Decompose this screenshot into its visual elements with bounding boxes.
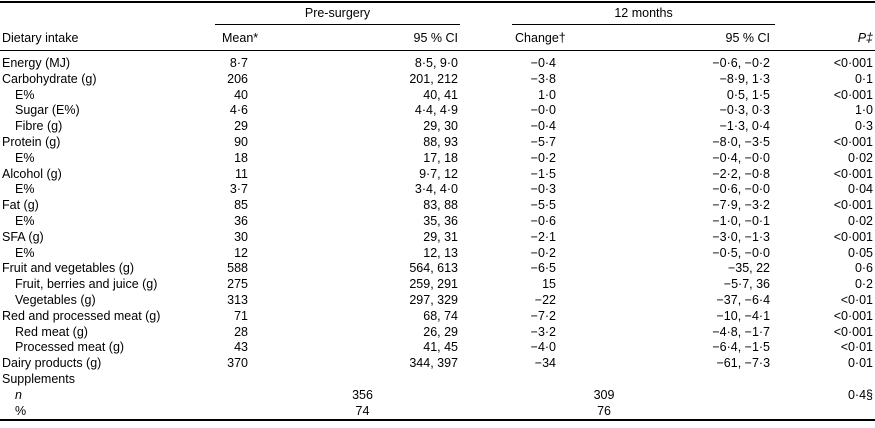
row-label: Energy (MJ) (2, 56, 71, 70)
cell-change: −22 (534, 292, 557, 307)
cell-ci-pre: 9·7, 12 (419, 166, 459, 181)
cell-change: 15 (542, 277, 557, 292)
row-label: Processed meat (g) (15, 340, 125, 355)
row-label: Protein (g) (2, 134, 61, 149)
spanner-pre-surgery-label: Pre-surgery (215, 3, 460, 25)
cell-12-months-value: 76 (597, 403, 611, 418)
cell-ci-pre: 564, 613 (409, 261, 459, 276)
cell-change: −0·4 (530, 119, 557, 134)
row-label: Vegetables (g) (15, 292, 96, 307)
table-row (0, 340, 875, 356)
cell-ci-12m: −10, −4·1 (716, 308, 771, 323)
cell-p-value: 0·1 (854, 71, 874, 86)
cell-ci-pre: 29, 31 (423, 229, 459, 244)
row-label: Red and processed meat (g) (2, 308, 161, 323)
cell-ci-12m: −1·0, −0·1 (712, 213, 771, 228)
cell-ci-12m: −3·0, −1·3 (712, 229, 771, 244)
column-header-mean: Mean* (215, 25, 260, 51)
table-row (0, 72, 875, 88)
cell-ci-pre: 17, 18 (423, 150, 459, 165)
table-row (0, 372, 875, 388)
cell-ci-12m (560, 372, 775, 388)
cell-ci-12m: −35, 22 (727, 261, 771, 276)
cell-mean: 85 (234, 198, 248, 213)
cell-ci-pre: 40, 41 (423, 87, 459, 102)
row-label: Dairy products (g) (2, 356, 102, 371)
cell-p-value: 0·2 (854, 277, 874, 292)
cell-ci-pre: 201, 212 (409, 71, 459, 86)
cell-p-value: <0·001 (833, 87, 874, 102)
table-row (0, 404, 875, 421)
row-label: E% (15, 182, 35, 197)
cell-p-value: 0·04 (847, 182, 874, 197)
cell-pre-surgery-value: 356 (352, 387, 373, 402)
table-row (0, 51, 875, 72)
row-label: n (15, 387, 22, 402)
cell-change: 1·0 (537, 87, 557, 102)
cell-12-months-value: 309 (593, 387, 615, 402)
table-row (0, 293, 875, 309)
spanner-12-months-label: 12 months (512, 3, 775, 25)
table-row (0, 119, 875, 135)
cell-ci-12m: −2·2, −0·8 (712, 166, 771, 181)
cell-ci-pre (260, 372, 460, 388)
cell-ci-pre: 4·4, 4·9 (414, 103, 459, 118)
cell-ci-pre: 8·5, 9·0 (414, 56, 459, 70)
cell-p-value: <0·01 (840, 292, 874, 307)
cell-p-value: <0·001 (833, 324, 874, 339)
cell-mean: 206 (227, 71, 248, 86)
cell-change: −2·1 (530, 229, 557, 244)
cell-change: −0·0 (530, 103, 557, 118)
table-body (0, 51, 875, 421)
row-label: Supplements (2, 371, 75, 386)
cell-p-value: 0·05 (847, 245, 874, 260)
cell-mean: 71 (234, 308, 248, 323)
cell-change: −4·0 (530, 340, 557, 355)
cell-p-value: 0·01 (847, 356, 874, 371)
table-row (0, 246, 875, 262)
cell-p-value: 0·02 (847, 213, 874, 228)
cell-p-value: <0·001 (833, 56, 874, 70)
cell-change: −0·3 (530, 182, 557, 197)
cell-ci-12m: 0·5, 1·5 (726, 87, 771, 102)
cell-change: −34 (534, 356, 557, 371)
row-label: Alcohol (g) (2, 166, 62, 181)
cell-mean: 28 (234, 324, 248, 339)
cell-ci-12m: −1·3, 0·4 (719, 119, 771, 134)
table-row (0, 88, 875, 104)
column-header-dietary-intake: Dietary intake (0, 25, 215, 51)
spanner-row (0, 2, 875, 25)
cell-ci-pre: 344, 397 (409, 356, 459, 371)
row-label: Sugar (E%) (15, 103, 80, 118)
cell-mean: 8·7 (229, 56, 248, 70)
cell-ci-pre: 35, 36 (423, 213, 459, 228)
cell-p-value: <0·001 (833, 229, 874, 244)
cell-mean: 4·6 (229, 103, 248, 118)
cell-mean: 370 (227, 356, 248, 371)
cell-ci-12m: −8·0, −3·5 (712, 134, 771, 149)
cell-p-value: <0·01 (840, 340, 874, 355)
spanner-spacer (775, 2, 875, 25)
table-row (0, 167, 875, 183)
cell-p-value: <0·001 (833, 198, 874, 213)
cell-p-value: 0·4§ (847, 387, 874, 402)
row-label: SFA (g) (2, 229, 44, 244)
cell-mean: 313 (227, 292, 248, 307)
cell-p-value (775, 404, 875, 421)
cell-p-value: <0·001 (833, 134, 874, 149)
spanner-spacer (0, 2, 215, 25)
row-label: E% (15, 150, 35, 165)
cell-mean: 275 (227, 277, 248, 292)
cell-ci-pre: 68, 74 (423, 308, 459, 323)
cell-ci-pre: 259, 291 (409, 277, 459, 292)
table-row (0, 325, 875, 341)
cell-ci-pre: 29, 30 (423, 119, 459, 134)
cell-change: −6·5 (530, 261, 557, 276)
column-header-p: P‡ (775, 25, 875, 51)
table-row (0, 309, 875, 325)
cell-change: −1·5 (530, 166, 557, 181)
table-row (0, 182, 875, 198)
cell-p-value: <0·001 (833, 166, 874, 181)
dietary-intake-table (0, 1, 875, 421)
row-label: Fibre (g) (15, 119, 63, 134)
cell-p-value (775, 372, 875, 388)
cell-mean: 588 (227, 261, 248, 276)
row-label: % (15, 403, 27, 418)
row-label: Carbohydrate (g) (2, 71, 97, 86)
table-row (0, 198, 875, 214)
column-header-ci-12m: 95 % CI (560, 25, 775, 51)
cell-mean: 36 (234, 213, 248, 228)
cell-mean: 90 (234, 134, 248, 149)
table-row (0, 151, 875, 167)
cell-p-value: 0·3 (854, 119, 874, 134)
cell-ci-12m: −37, −6·4 (716, 292, 771, 307)
cell-change: −3·2 (530, 324, 557, 339)
cell-ci-pre: 26, 29 (423, 324, 459, 339)
row-label: Red meat (g) (15, 324, 88, 339)
table-row (0, 261, 875, 277)
table-row (0, 214, 875, 230)
cell-ci-12m: −0·3, 0·3 (719, 103, 771, 118)
cell-change: −3·8 (530, 71, 557, 86)
cell-ci-pre: 88, 93 (423, 134, 459, 149)
cell-ci-12m: −61, −7·3 (716, 356, 771, 371)
cell-ci-12m: −0·5, −0·0 (712, 245, 771, 260)
cell-ci-pre: 12, 13 (423, 245, 459, 260)
table-row (0, 103, 875, 119)
cell-ci-12m: −4·8, −1·7 (712, 324, 771, 339)
cell-mean: 40 (234, 87, 248, 102)
cell-p-value: 0·6 (854, 261, 874, 276)
cell-ci-12m: −8·9, 1·3 (719, 71, 771, 86)
cell-pre-surgery-value: 74 (355, 403, 370, 418)
cell-ci-pre: 297, 329 (409, 292, 459, 307)
spanner-cell-pre-surgery (215, 2, 460, 25)
cell-change: −0·2 (530, 150, 557, 165)
row-label: Fat (g) (2, 198, 39, 213)
cell-mean: 30 (234, 229, 248, 244)
cell-ci-12m: −0·6, −0·0 (712, 182, 771, 197)
column-header-ci-pre: 95 % CI (260, 25, 460, 51)
cell-ci-12m: −7·9, −3·2 (712, 198, 771, 213)
row-label: E% (15, 213, 35, 228)
cell-ci-12m: −6·4, −1·5 (712, 340, 771, 355)
cell-change: −5·7 (530, 134, 557, 149)
cell-mean: 43 (234, 340, 248, 355)
row-label: E% (15, 245, 35, 260)
column-header-change: Change† (460, 25, 560, 51)
cell-mean: 11 (235, 166, 248, 181)
cell-mean: 29 (234, 119, 248, 134)
cell-ci-pre: 41, 45 (423, 340, 459, 355)
cell-mean: 12 (234, 245, 248, 260)
cell-change: −0·6 (530, 213, 557, 228)
cell-mean (215, 372, 260, 388)
table-row (0, 135, 875, 151)
cell-mean: 18 (234, 150, 248, 165)
cell-change: −0·4 (530, 56, 557, 70)
cell-change: −7·2 (530, 308, 557, 323)
row-label: E% (15, 87, 35, 102)
cell-change: −0·2 (530, 245, 557, 260)
cell-ci-12m: −0·4, −0·0 (712, 150, 771, 165)
cell-change: −5·5 (530, 198, 557, 213)
cell-change (460, 372, 560, 388)
row-label: Fruit, berries and juice (g) (15, 277, 158, 292)
table-row (0, 388, 875, 404)
header-row (0, 25, 875, 51)
cell-p-value: 0·02 (847, 150, 874, 165)
cell-ci-12m: −5·7, 36 (723, 277, 771, 292)
cell-ci-pre: 3·4, 4·0 (414, 182, 459, 197)
cell-ci-12m: −0·6, −0·2 (712, 56, 771, 70)
table-row (0, 230, 875, 246)
table-row (0, 277, 875, 293)
spanner-cell-12-months (460, 2, 775, 25)
cell-mean: 3·7 (229, 182, 248, 197)
table-row (0, 356, 875, 372)
cell-p-value: <0·001 (833, 308, 874, 323)
row-label: Fruit and vegetables (g) (2, 261, 135, 276)
cell-ci-pre: 83, 88 (423, 198, 459, 213)
cell-p-value: 1·0 (854, 103, 874, 118)
